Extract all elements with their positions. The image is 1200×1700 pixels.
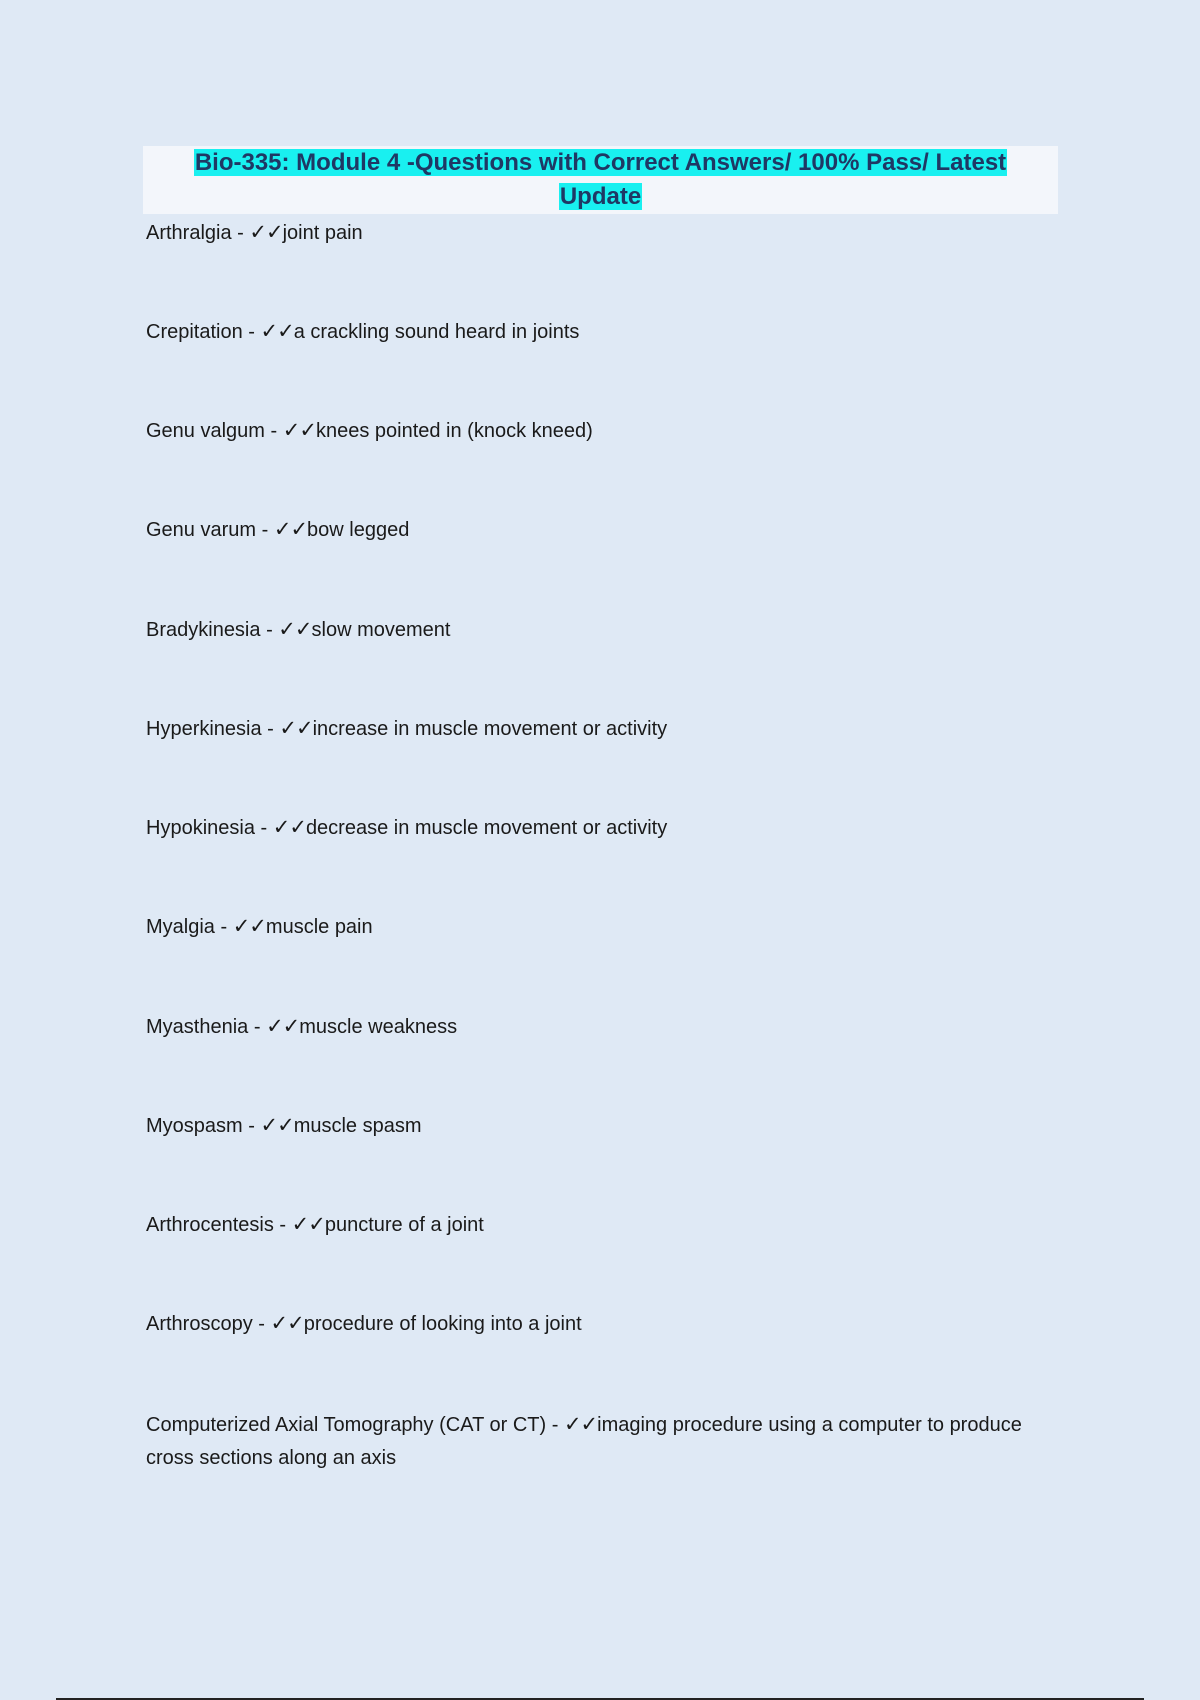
double-check-icon: ✓✓ (279, 716, 313, 740)
answer: knees pointed in (knock kneed) (315, 420, 593, 442)
separator: - (546, 1414, 564, 1436)
list-item (146, 315, 1046, 349)
list-item (146, 1010, 1046, 1044)
answer: muscle weakness (299, 1016, 458, 1038)
double-check-icon: ✓✓ (249, 220, 283, 244)
term: Hypokinesia (146, 817, 255, 839)
answer: puncture of a joint (324, 1214, 484, 1236)
term: Arthrocentesis (146, 1214, 274, 1236)
separator: - (242, 1115, 261, 1137)
list-item (146, 216, 1046, 250)
separator: - (260, 619, 279, 641)
separator: - (248, 1016, 267, 1038)
term: Arthroscopy (146, 1313, 253, 1335)
separator: - (252, 1313, 271, 1335)
separator: - (261, 718, 280, 740)
answer: bow legged (307, 519, 410, 541)
double-check-icon: ✓✓ (273, 517, 308, 541)
list-item (146, 811, 1046, 845)
separator: - (242, 321, 261, 343)
separator: - (256, 519, 274, 541)
term: Bradykinesia (146, 619, 261, 641)
answer: joint pain (282, 222, 363, 244)
document-title (143, 146, 1058, 214)
answer: decrease in muscle movement or activity (305, 817, 668, 839)
double-check-icon: ✓✓ (282, 418, 316, 442)
answer: slow movement (311, 619, 451, 641)
list-item (146, 910, 1046, 944)
separator: - (273, 1214, 292, 1236)
separator: - (214, 916, 233, 938)
answer: muscle spasm (293, 1115, 422, 1137)
term: Myalgia (146, 916, 215, 938)
list-item (146, 1307, 1046, 1341)
double-check-icon: ✓✓ (272, 815, 306, 839)
term: Genu valgum (146, 420, 265, 442)
separator: - (254, 817, 273, 839)
list-item (146, 1109, 1046, 1143)
double-check-icon: ✓✓ (266, 1014, 300, 1038)
list-item (146, 613, 1046, 647)
double-check-icon: ✓✓ (260, 319, 294, 343)
term: Genu varum (146, 519, 257, 541)
title-line-1: Bio-335: Module 4 -Questions with Correct Answers/ 100% Pass/ Latest (194, 149, 1007, 176)
separator: - (264, 420, 283, 442)
list-item (146, 414, 1046, 448)
double-check-icon: ✓✓ (260, 1113, 294, 1137)
term: Arthralgia (146, 222, 232, 244)
term: Computerized Axial Tomography (CAT or CT) (146, 1414, 547, 1436)
answer: muscle pain (265, 916, 373, 938)
term: Hyperkinesia (146, 718, 262, 740)
term: Crepitation (146, 321, 243, 343)
answer: increase in muscle movement or activity (312, 718, 668, 740)
answer: a crackling sound heard in joints (293, 321, 580, 343)
term: Myospasm (146, 1115, 243, 1137)
double-check-icon: ✓✓ (291, 1212, 325, 1236)
answer: imaging procedure using a computer to produce cross sections along an axis (146, 1414, 1022, 1469)
double-check-icon: ✓✓ (232, 914, 266, 938)
term: Myasthenia (146, 1016, 249, 1038)
title-line-2: Update (559, 183, 642, 210)
list-item (146, 712, 1046, 746)
list-item (146, 1408, 1046, 1475)
double-check-icon: ✓✓ (278, 617, 312, 641)
list-item (146, 1208, 1046, 1242)
separator: - (231, 222, 250, 244)
list-item (146, 513, 1046, 547)
double-check-icon: ✓✓ (563, 1412, 598, 1436)
double-check-icon: ✓✓ (270, 1311, 304, 1335)
answer: procedure of looking into a joint (303, 1313, 582, 1335)
